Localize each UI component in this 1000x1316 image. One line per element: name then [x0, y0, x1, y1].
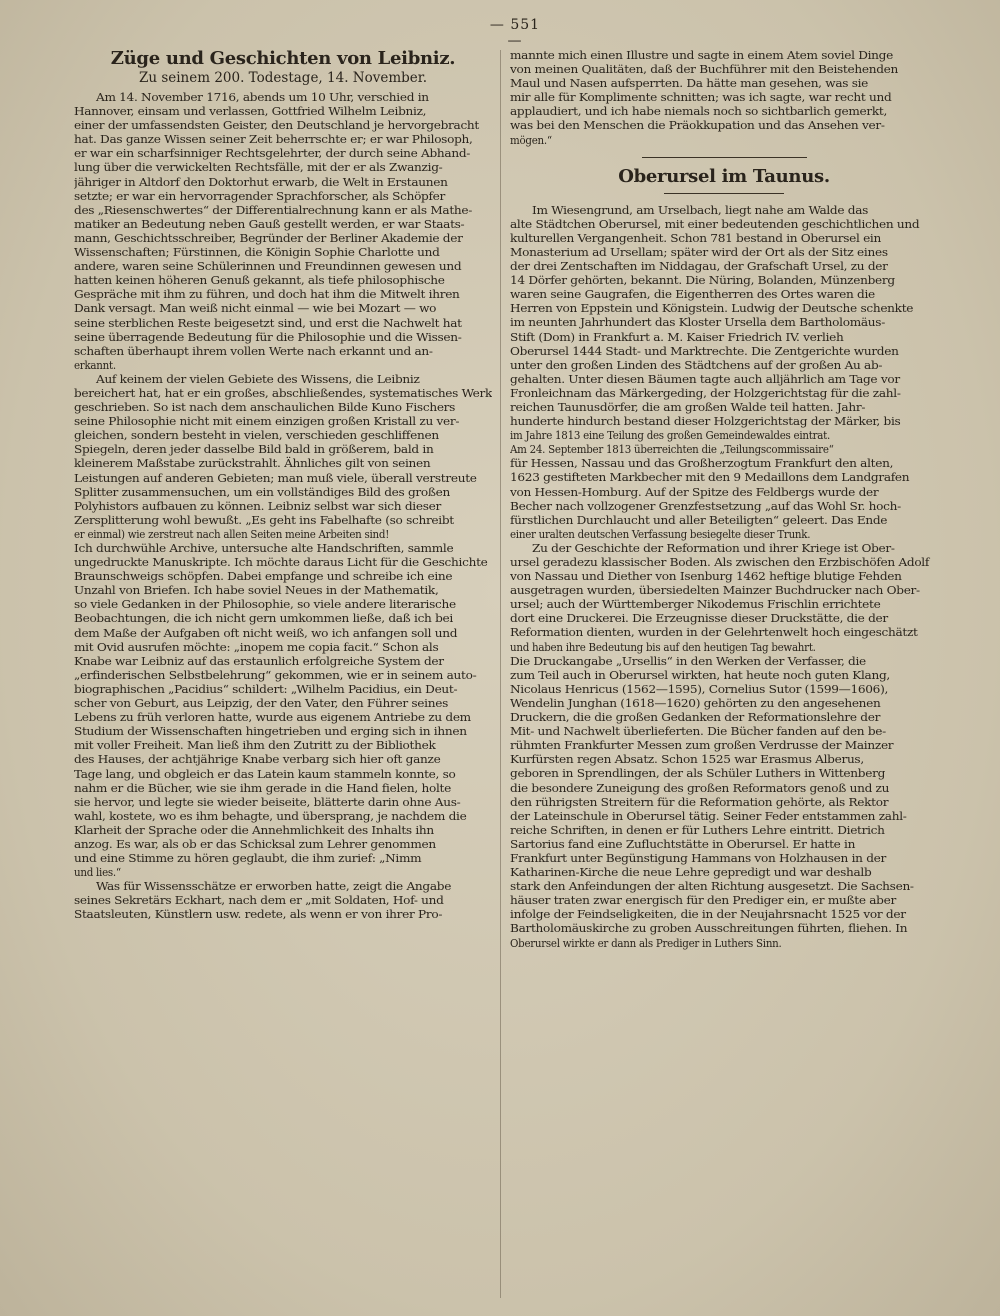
text-line	[510, 118, 938, 132]
text-line-content: gleichen, sondern besteht in vielen, verschieden geschliffenen	[74, 428, 439, 443]
text-line	[510, 386, 938, 400]
text-line	[74, 316, 492, 330]
text-line	[74, 738, 492, 752]
text-line-content: Oberursel 1444 Stadt- und Marktrechte. Die Zentgerichte wurden	[510, 343, 899, 358]
text-line	[74, 442, 492, 456]
text-line	[510, 315, 938, 329]
text-line-content: ungedruckte Manuskripte. Ich möchte daraus Licht für die Geschichte	[74, 555, 488, 570]
text-line-content: Spiegeln, deren jeder dasselbe Bild bald in größerem, bald in	[74, 442, 434, 457]
text-line	[74, 781, 492, 795]
text-line-content: dort eine Druckerei. Die Erzeugnisse dieser Druckstätte, die der	[510, 611, 888, 626]
text-line-content: reiche Schriften, in denen er für Luthers Lehre eintritt. Dietrich	[510, 822, 885, 837]
text-line-content: kleinerem Maßstabe zurückstrahlt. Ähnliches gilt von seinen	[74, 456, 431, 471]
text-line-content: seine Philosophie nicht mit einem einzigen großen Kristall zu ver-	[74, 414, 460, 429]
text-line-content: anzog. Es war, als ob er das Schicksal zum Lehrer genommen	[74, 836, 436, 851]
text-line	[510, 513, 938, 527]
text-line-content: er war ein scharfsinniger Rechtsgelehrter, der durch seine Abhand-	[74, 146, 471, 161]
text-line-content: setzte; er war ein hervorragender Sprachforscher, als Schöpfer	[74, 188, 446, 203]
text-line	[74, 682, 492, 696]
text-line	[510, 442, 938, 456]
text-line-content: Sartorius fand eine Zufluchtstätte in Oberursel. Er hatte in	[510, 836, 856, 851]
text-line-content: 1623 gestifteten Markbecher mit den 9 Medaillons dem Landgrafen	[510, 470, 910, 485]
text-line-content: Ich durchwühle Archive, untersuche alte Handschriften, sammle	[74, 541, 454, 555]
text-line	[510, 330, 938, 344]
text-line	[74, 823, 492, 837]
text-line	[510, 527, 938, 541]
text-line-content: mannte mich einen Illustre und sagte in einem Atem soviel Dinge	[510, 48, 893, 62]
text-line	[74, 611, 492, 625]
text-line	[510, 851, 938, 865]
text-line-content: im Jahre 1813 eine Teilung des großen Gemeindewaldes eintrat.	[510, 428, 830, 443]
text-line-content: häuser traten zwar energisch für den Prediger ein, er mußte aber	[510, 893, 896, 908]
text-line-content: Staatsleuten, Künstlern usw. redete, als wenn er von ihrer Pro-	[74, 907, 443, 922]
text-line-content: mit voller Freiheit. Man ließ ihm den Zutritt zu der Bibliothek	[74, 738, 436, 753]
text-line	[510, 499, 938, 513]
text-line	[510, 865, 938, 879]
text-line	[510, 400, 938, 414]
text-line	[510, 104, 938, 118]
text-line-content: von Nassau und Diether von Isenburg 1462 heftige blutige Fehden	[510, 569, 902, 584]
text-line	[510, 76, 938, 90]
text-line-content: waren seine Gaugrafen, die Eigentherren des Ortes waren die	[510, 287, 875, 302]
text-line-content: und lies.“	[74, 865, 121, 880]
text-line-content: Maul und Nasen aufsperrten. Da hätte man gesehen, was sie	[510, 76, 869, 91]
text-line	[510, 837, 938, 851]
text-line-content: Zu der Geschichte der Reformation und ihrer Kriege ist Ober-	[532, 540, 895, 555]
text-line	[510, 48, 938, 62]
text-line	[510, 287, 938, 301]
page-number: — 551 —	[480, 17, 550, 49]
article-body-oberursel	[510, 203, 938, 950]
text-line-content: Fronleichnam das Märkergeding, der Holzgerichtstag für die zahl-	[510, 385, 901, 400]
text-line	[510, 921, 938, 935]
text-line-content: Zersplitterung wohl bewußt. „Es geht ins Fabelhafte (so schreibt	[74, 512, 454, 527]
text-line	[74, 259, 492, 273]
article-subtitle-leibniz: Zu seinem 200. Todestage, 14. November.	[138, 70, 428, 86]
text-line	[74, 724, 492, 738]
text-line	[74, 752, 492, 766]
text-line	[510, 428, 938, 442]
text-line	[510, 682, 938, 696]
text-line	[510, 372, 938, 386]
section-rule	[642, 157, 807, 158]
text-line	[510, 936, 938, 950]
text-line	[510, 273, 938, 287]
text-line	[510, 569, 938, 583]
text-line	[74, 273, 492, 287]
text-line-content: nahm er die Bücher, wie sie ihm gerade in die Hand fielen, holte	[74, 780, 451, 795]
text-line	[74, 893, 492, 907]
text-line	[74, 386, 492, 400]
text-line-content: ursel; auch der Württemberger Nikodemus Frischlin errichtete	[510, 597, 881, 612]
text-line-content: Herren von Eppstein und Königstein. Ludwig der Deutsche schenkte	[510, 301, 914, 316]
text-line-content: Reformation dienten, wurden in der Gelehrtenwelt hoch eingeschätzt	[510, 625, 918, 640]
text-line	[510, 90, 938, 104]
text-line-content: des Hauses, der achtjährige Knabe verbarg sich hier oft ganze	[74, 752, 441, 767]
text-line	[74, 499, 492, 513]
text-line-content: Tage lang, und obgleich er das Latein kaum stammeln konnte, so	[74, 766, 456, 781]
text-line	[74, 471, 492, 485]
text-line	[74, 400, 492, 414]
text-line-content: mann, Geschichtsschreiber, Begründer der Berliner Akademie der	[74, 230, 463, 245]
text-line	[510, 795, 938, 809]
text-line	[74, 555, 492, 569]
text-line	[74, 203, 492, 217]
text-line	[510, 344, 938, 358]
text-line-content: Leistungen auf anderen Gebieten; man muß viele, überall verstreute	[74, 470, 477, 485]
text-line-content: 14 Dörfer gehörten, bekannt. Die Nüring, Bolanden, Münzenberg	[510, 273, 895, 288]
text-line-content: von meinen Qualitäten, daß der Buchführer mit den Beistehenden	[510, 62, 899, 77]
text-line-content: Splitter zusammensuchen, um ein vollständiges Bild des großen	[74, 484, 450, 499]
text-line	[510, 217, 938, 231]
text-line-content: seine sterblichen Reste beigesetzt sind, und erst die Nachwelt hat	[74, 315, 462, 330]
text-line-content: erkannt.	[74, 357, 116, 372]
text-line	[510, 724, 938, 738]
text-line-content: Auf keinem der vielen Gebiete des Wissens, die Leibniz	[96, 371, 420, 386]
text-line	[510, 907, 938, 921]
text-line-content: seines Sekretärs Eckhart, nach dem er „mit Soldaten, Hof- und	[74, 893, 444, 908]
text-line-content: geschrieben. So ist nach dem anschaulichen Bilde Kuno Fischers	[74, 400, 456, 415]
text-line-content: einer der umfassendsten Geister, den Deutschland je hervorgebracht	[74, 118, 479, 133]
text-line	[510, 456, 938, 470]
text-line-content: Kurfürsten regen Absatz. Schon 1525 war Erasmus Alberus,	[510, 752, 864, 767]
text-line-content: Polyhistors aufbauen zu können. Leibniz selbst war sich dieser	[74, 498, 441, 513]
text-line	[74, 456, 492, 470]
text-line-content: Wendelin Junghan (1618—1620) gehörten zu den angesehenen	[510, 695, 881, 710]
text-line-content: ausgetragen wurden, übersiedelten Mainzer Buchdrucker nach Ober-	[510, 583, 920, 598]
text-line-content: Die Druckangabe „Ursellis“ in den Werken der Verfasser, die	[510, 653, 866, 668]
text-line-content: Lebens zu früh verloren hatte, wurde aus eigenem Antriebe zu dem	[74, 710, 471, 725]
text-line-content: Beobachtungen, die ich nicht gern umkommen ließe, daß ich bei	[74, 611, 453, 626]
text-line	[510, 668, 938, 682]
text-line-content: Am 24. September 1813 überreichten die „Teilungscommissaire“	[510, 442, 834, 457]
text-line	[74, 231, 492, 245]
text-line	[74, 245, 492, 259]
text-line	[510, 752, 938, 766]
text-line-content: Becher nach vollzogener Grenzfestsetzung „auf das Wohl Sr. hoch-	[510, 498, 901, 513]
text-line	[510, 301, 938, 315]
text-line-content: lung über die verwickelten Rechtsfälle, mit der er als Zwanzig-	[74, 160, 443, 175]
text-line	[74, 569, 492, 583]
text-line	[510, 203, 938, 217]
column-divider	[500, 50, 501, 1298]
text-line-content: biographischen „Pacidius“ schildert: „Wilhelm Pacidius, ein Deut-	[74, 681, 458, 696]
text-line-content: und haben ihre Bedeutung bis auf den heutigen Tag bewahrt.	[510, 639, 816, 654]
text-line	[74, 851, 492, 865]
text-line	[510, 555, 938, 569]
text-line-content: geboren in Sprendlingen, der als Schüler Luthers in Wittenberg	[510, 766, 886, 781]
text-line	[74, 146, 492, 160]
text-line	[74, 287, 492, 301]
text-line-content: für Hessen, Nassau und das Großherzogtum Frankfurt den alten,	[510, 456, 894, 471]
text-line	[74, 330, 492, 344]
text-line	[510, 696, 938, 710]
text-line	[510, 541, 938, 555]
text-line-content: Nicolaus Henricus (1562—1595), Cornelius Sutor (1599—1606),	[510, 681, 889, 696]
text-line	[74, 160, 492, 174]
text-line-content: Dank versagt. Man weiß nicht einmal — wie bei Mozart — wo	[74, 301, 437, 316]
text-line-content: der Lateinschule in Oberursel tätig. Seiner Feder entstammen zahl-	[510, 808, 907, 823]
text-line-content: was bei den Menschen die Präokkupation und das Ansehen ver-	[510, 118, 885, 133]
text-line-content: hatten keinen höheren Genuß gekannt, als tiefe philosophische	[74, 273, 445, 288]
text-line	[510, 133, 938, 147]
text-line	[510, 654, 938, 668]
text-line	[74, 907, 492, 921]
text-line	[74, 513, 492, 527]
article-body-leibniz	[74, 90, 492, 922]
text-line-content: Bartholomäuskirche zu groben Ausschreitungen führten, fliehen. In	[510, 921, 908, 936]
text-line	[510, 710, 938, 724]
text-line	[74, 795, 492, 809]
text-line	[74, 189, 492, 203]
text-line	[74, 485, 492, 499]
text-line-content: Druckern, die die großen Gedanken der Reformationslehre der	[510, 710, 881, 725]
text-line-content: der drei Zentschaften im Niddagau, der Grafschaft Ursel, zu der	[510, 259, 888, 274]
text-line	[74, 414, 492, 428]
text-line-content: unter den großen Linden des Städtchens auf der großen Au ab-	[510, 357, 883, 372]
text-line	[510, 62, 938, 76]
text-line-content: bereichert hat, hat er ein großes, abschließendes, systematisches Werk	[74, 385, 492, 400]
text-line	[74, 372, 492, 386]
text-line-content: andere, waren seine Schülerinnen und Freundinnen gewesen und	[74, 259, 462, 274]
text-line-content: des „Riesenschwertes“ der Differentialrechnung kann er als Mathe-	[74, 202, 473, 217]
text-line-content: Klarheit der Sprache oder die Annehmlichkeit des Inhalts ihn	[74, 822, 434, 837]
text-line-content: einer uralten deutschen Verfassung besiegelte dieser Trunk.	[510, 526, 811, 541]
text-line	[510, 625, 938, 639]
text-line-content: infolge der Feindseligkeiten, die in der Neujahrsnacht 1525 vor der	[510, 907, 906, 922]
text-line-content: Was für Wissensschätze er erworben hatte, zeigt die Angabe	[96, 879, 452, 894]
text-line-content: kulturellen Vergangenheit. Schon 781 bestand in Oberursel ein	[510, 230, 881, 245]
text-line-content: Stift (Dom) in Frankfurt a. M. Kaiser Friedrich IV. verlieh	[510, 329, 844, 344]
text-line	[74, 710, 492, 724]
text-line	[510, 259, 938, 273]
text-line	[510, 781, 938, 795]
text-line	[74, 118, 492, 132]
text-line	[74, 132, 492, 146]
text-line	[74, 668, 492, 682]
text-line	[74, 767, 492, 781]
text-line	[510, 640, 938, 654]
text-line	[74, 344, 492, 358]
text-line	[74, 654, 492, 668]
right-column	[510, 48, 938, 1303]
text-line	[74, 837, 492, 851]
text-line-content: dem Maße der Aufgaben oft nicht weiß, wo ich anfangen soll und	[74, 625, 458, 640]
text-line-content: Gespräche mit ihm zu führen, und doch hat ihm die Mitwelt ihren	[74, 287, 460, 302]
text-line	[74, 527, 492, 541]
text-line-content: Wissenschaften; Fürstinnen, die Königin Sophie Charlotte und	[74, 245, 440, 260]
text-line	[510, 611, 938, 625]
text-line	[74, 301, 492, 315]
article-title-leibniz: Züge und Geschichten von Leibniz.	[110, 48, 456, 69]
text-line	[510, 809, 938, 823]
text-line-content: mir alle für Komplimente schnitten; was ich sagte, war recht und	[510, 90, 892, 105]
text-line	[74, 597, 492, 611]
text-line-content: schaften überhaupt ihrem vollen Werte nach erkannt und an-	[74, 343, 433, 358]
text-line	[74, 865, 492, 879]
text-line-content: Oberursel wirkte er dann als Prediger in Luthers Sinn.	[510, 935, 782, 950]
title-underline	[664, 193, 784, 194]
text-line-content: fürstlichen Durchlaucht und aller Beteiligten“ geleert. Das Ende	[510, 512, 888, 527]
text-line	[74, 90, 492, 104]
text-line	[510, 738, 938, 752]
text-line	[510, 766, 938, 780]
text-line-content: applaudiert, und ich habe niemals noch so sichtbarlich gemerkt,	[510, 104, 888, 119]
text-line-content: die besondere Zuneigung des großen Reformators genoß und zu	[510, 780, 890, 795]
text-line	[74, 428, 492, 442]
text-line-content: „erfinderischen Selbstbelehrung“ gekommen, wie er in seinem auto-	[74, 667, 477, 682]
text-line-content: Studium der Wissenschaften hingetrieben und erging sich in ihnen	[74, 724, 467, 739]
text-line-content: von Hessen-Homburg. Auf der Spitze des Feldbergs wurde der	[510, 484, 879, 499]
text-line	[510, 245, 938, 259]
text-line-content: so viele Gedanken in der Philosophie, so viele andere literarische	[74, 597, 456, 612]
left-column	[74, 48, 492, 1288]
text-line-content: mit Ovid ausrufen möchte: „inopem me copia facit.“ Schon als	[74, 639, 439, 654]
text-line	[74, 104, 492, 118]
text-line-content: mögen.“	[510, 132, 552, 147]
text-line-content: reichen Taunusdörfer, die am großen Walde teil hatten. Jahr-	[510, 399, 866, 414]
text-line	[74, 175, 492, 189]
text-line-content: Katharinen-Kirche die neue Lehre gepredigt und war deshalb	[510, 865, 872, 880]
text-line	[510, 358, 938, 372]
text-line-content: ursel geradezu klassischer Boden. Als zwischen den Erzbischöfen Adolf	[510, 555, 930, 569]
text-line	[74, 541, 492, 555]
text-line-content: Am 14. November 1716, abends um 10 Uhr, verschied in	[96, 90, 429, 104]
text-line-content: Im Wiesengrund, am Urselbach, liegt nahe am Walde das	[532, 202, 869, 217]
text-line-content: Frankfurt unter Begünstigung Hammans von Holzhausen in der	[510, 850, 886, 865]
text-line-content: Braunschweigs schöpfen. Dabei empfange und schreibe ich eine	[74, 569, 453, 584]
text-line-content: Hannover, einsam und verlassen, Gottfried Wilhelm Leibniz,	[74, 104, 427, 119]
text-line	[74, 583, 492, 597]
text-line	[74, 626, 492, 640]
text-line-content: er einmal) wie zerstreut nach allen Seiten meine Arbeiten sind!	[74, 526, 390, 541]
text-line-content: gehalten. Unter diesen Bäumen tagte auch alljährlich am Tage vor	[510, 371, 900, 386]
text-line-content: wahl, kostete, wo es ihm behagte, und übersprang, je nachdem die	[74, 808, 467, 823]
text-line	[510, 414, 938, 428]
text-line-content: im neunten Jahrhundert das Kloster Ursella dem Bartholomäus-	[510, 315, 886, 330]
text-line-content: scher von Geburt, aus Leipzig, der den Vater, den Führer seines	[74, 696, 448, 711]
text-line	[74, 358, 492, 372]
text-line	[510, 470, 938, 484]
text-line-content: stark den Anfeindungen der alten Richtung ausgesetzt. Die Sachsen-	[510, 879, 914, 894]
text-line	[510, 893, 938, 907]
text-line	[510, 823, 938, 837]
text-line-content: Knabe war Leibniz auf das erstaunlich erfolgreiche System der	[74, 653, 444, 668]
text-line-content: den rührigsten Streitern für die Reformation gehörte, als Rektor	[510, 794, 889, 809]
text-line	[74, 217, 492, 231]
article-continuation	[510, 48, 938, 147]
text-line-content: jähriger in Altdorf den Doktorhut erwarb, die Welt in Erstaunen	[74, 174, 448, 189]
text-line-content: Unzahl von Briefen. Ich habe soviel Neues in der Mathematik,	[74, 583, 439, 598]
text-line	[74, 696, 492, 710]
text-line-content: matiker an Bedeutung neben Gauß gestellt werden, er war Staats-	[74, 216, 465, 231]
text-line-content: seine überragende Bedeutung für die Philosophie und die Wissen-	[74, 329, 462, 344]
text-line	[74, 879, 492, 893]
text-line	[510, 231, 938, 245]
text-line-content: zum Teil auch in Oberursel wirkten, hat heute noch guten Klang,	[510, 667, 890, 682]
text-line-content: hunderte hindurch bestand dieser Holzgerichtstag der Märker, bis	[510, 414, 901, 429]
text-line-content: rühmten Frankfurter Messen zum großen Verdrusse der Mainzer	[510, 738, 894, 753]
text-line-content: Monasterium ad Ursellam; später wird der Ort als der Sitz eines	[510, 244, 888, 259]
text-line-content: und eine Stimme zu hören geglaubt, die ihm zurief: „Nimm	[74, 851, 422, 866]
text-line	[74, 809, 492, 823]
text-line	[510, 583, 938, 597]
text-line	[510, 597, 938, 611]
article-title-oberursel: Oberursel im Taunus.	[618, 165, 830, 187]
text-line-content: sie hervor, und legte sie wieder beiseite, blätterte darin ohne Aus-	[74, 794, 461, 809]
text-line	[74, 640, 492, 654]
text-line	[510, 485, 938, 499]
text-line	[510, 879, 938, 893]
text-line-content: alte Städtchen Oberursel, mit einer bedeutenden geschichtlichen und	[510, 216, 920, 231]
text-line-content: hat. Das ganze Wissen seiner Zeit beherrschte er; er war Philosoph,	[74, 132, 473, 147]
text-line-content: Mit- und Nachwelt überlieferten. Die Bücher fanden auf den be-	[510, 724, 886, 739]
